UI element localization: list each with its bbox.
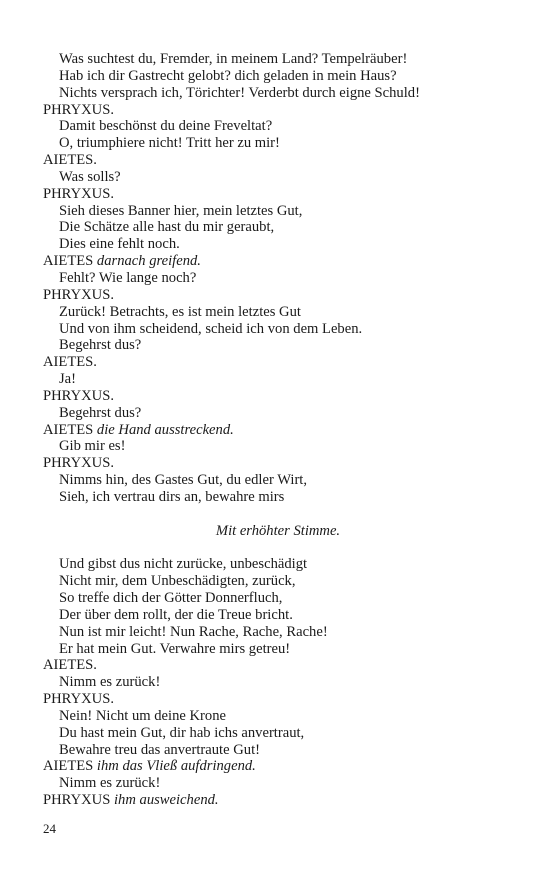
speaker-line: [43, 388, 513, 405]
speaker-name: PHRYXUS.: [43, 101, 114, 118]
verse-line: Was solls?: [59, 168, 121, 185]
speaker-line: [43, 102, 513, 119]
speaker-name: PHRYXUS.: [43, 387, 114, 404]
speaker-direction: ihm ausweichend.: [113, 792, 219, 809]
verse-line: Die Schätze alle hast du mir geraubt,: [59, 219, 275, 236]
verse-line: Nichts versprach ich, Törichter! Verderbt durch eigne Schuld!: [59, 84, 420, 101]
verse-line: Und von ihm scheidend, scheid ich von dem Leben.: [59, 320, 363, 337]
speaker-name: AIETES: [43, 421, 94, 438]
verse-line: Ja!: [59, 371, 77, 388]
verse-line: Zurück! Betrachts, es ist mein letztes Gut: [59, 303, 301, 320]
verse-line: Begehrst dus?: [59, 404, 142, 421]
verse-line: Er hat mein Gut. Verwahre mirs getreu!: [59, 640, 291, 657]
verse-line: Bewahre treu das anvertraute Gut!: [59, 741, 260, 758]
speaker-line: [43, 152, 513, 169]
verse-line: Sieh, ich vertrau dirs an, bewahre mirs: [59, 488, 285, 505]
speaker-line: [43, 354, 513, 371]
speaker-direction: die Hand ausstreckend.: [96, 421, 234, 438]
speaker-line: [43, 253, 513, 270]
verse-line: Nein! Nicht um deine Krone: [59, 707, 226, 724]
verse-line: Dies eine fehlt noch.: [59, 236, 180, 253]
verse-line: Nimm es zurück!: [59, 674, 161, 691]
speaker-name: PHRYXUS.: [43, 455, 114, 472]
speaker-name: AIETES.: [43, 354, 97, 371]
speaker-name: PHRYXUS: [43, 792, 111, 809]
verse-line: Nun ist mir leicht! Nun Rache, Rache, Rache!: [59, 623, 328, 640]
verse-line: Nicht mir, dem Unbeschädigten, zurück,: [59, 573, 296, 590]
verse-line: Gib mir es!: [59, 438, 126, 455]
verse-line: Nimms hin, des Gastes Gut, du edler Wirt,: [59, 472, 308, 489]
speaker-line: [43, 186, 513, 203]
speaker-name: PHRYXUS.: [43, 185, 114, 202]
speaker-name: AIETES: [43, 253, 94, 270]
speaker-line: [43, 758, 513, 775]
verse-line: Begehrst dus?: [59, 337, 142, 354]
verse-line: O, triumphiere nicht! Tritt her zu mir!: [59, 135, 280, 152]
blank-line: [43, 506, 513, 523]
speaker-line: [43, 792, 513, 809]
verse-line: Und gibst dus nicht zurücke, unbeschädigt: [59, 556, 308, 573]
speaker-name: PHRYXUS.: [43, 286, 114, 303]
verse-line: Damit beschönst du deine Freveltat?: [59, 118, 273, 135]
drama-text: [43, 51, 513, 809]
verse-line: Sieh dieses Banner hier, mein letztes Gut,: [59, 202, 303, 219]
verse-line: So treffe dich der Götter Donnerfluch,: [59, 590, 283, 606]
speaker-name: AIETES.: [43, 657, 97, 674]
page-number: 24: [43, 821, 56, 836]
speaker-line: [43, 287, 513, 304]
speaker-line: [43, 455, 513, 472]
verse-line: Der über dem rollt, der die Treue bricht.: [59, 606, 293, 623]
verse-line: Was suchtest du, Fremder, in meinem Land? Tempelräuber!: [59, 51, 408, 67]
verse-line: Hab ich dir Gastrecht gelobt? dich geladen in mein Haus?: [59, 67, 397, 84]
stage-direction: Mit erhöhter Stimme.: [215, 522, 341, 539]
speaker-line: [43, 657, 513, 674]
speaker-name: AIETES.: [43, 152, 97, 169]
verse-line: Du hast mein Gut, dir hab ichs anvertraut,: [59, 724, 305, 741]
verse-line: Fehlt? Wie lange noch?: [59, 269, 197, 286]
blank-line: [43, 539, 513, 556]
speaker-name: PHRYXUS.: [43, 691, 114, 708]
verse-line: Nimm es zurück!: [59, 775, 161, 792]
speaker-direction: darnach greifend.: [96, 253, 201, 270]
speaker-line: [43, 691, 513, 708]
speaker-direction: ihm das Vließ aufdringend.: [96, 758, 256, 775]
speaker-name: AIETES: [43, 758, 94, 775]
speaker-line: [43, 422, 513, 439]
